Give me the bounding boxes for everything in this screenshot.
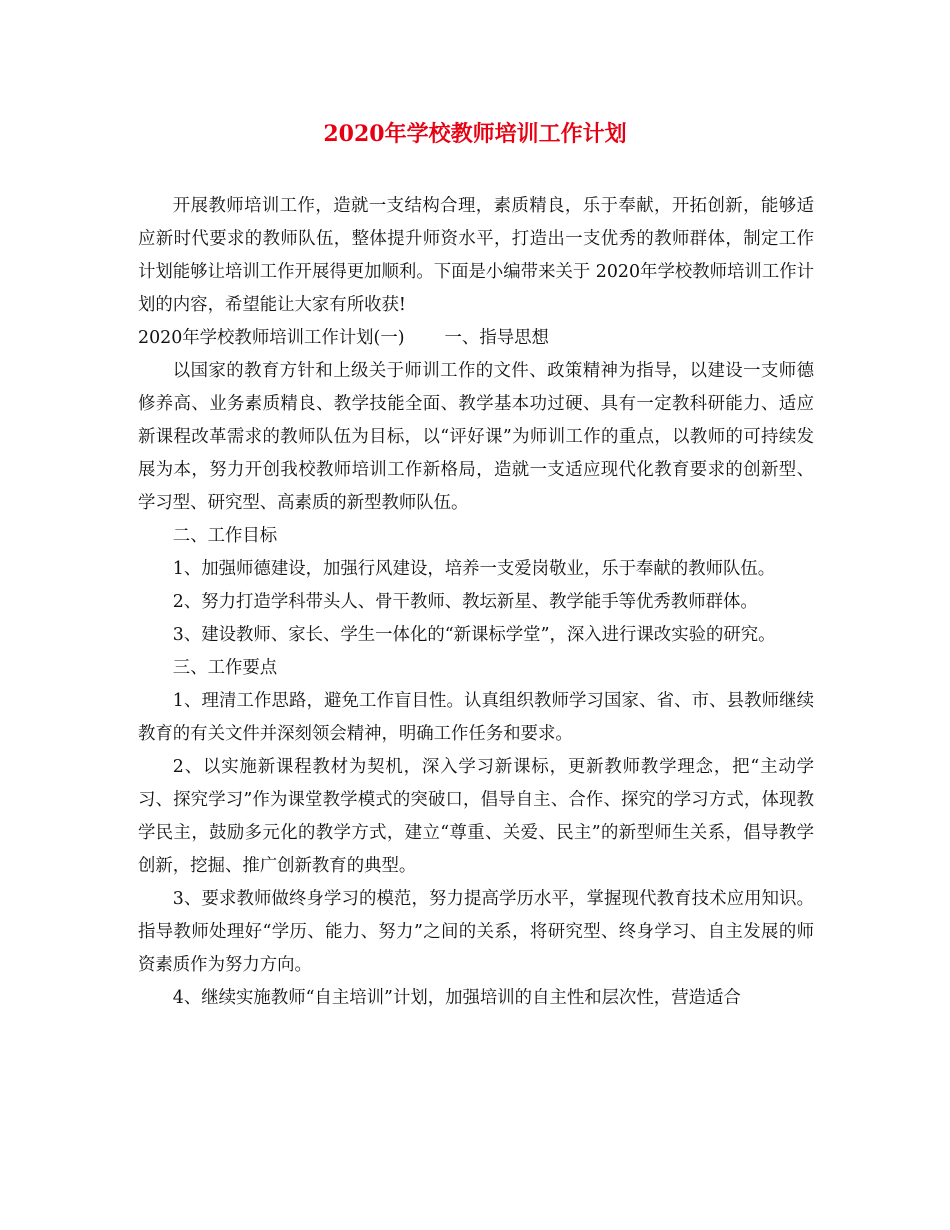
- document-body: [138, 190, 814, 1015]
- section3-item: 2、以实施新课程教材为契机，深入学习新课标，更新教师教学理念，把“主动学习、探究学习”作为课堂教学模式的突破口，倡导自主、合作、探究的学习方式，体现教学民主，鼓励多元化的教学方式，建立“尊重、关爱、民主”的新型师生关系，倡导教学创新，挖掘、推广创新教育的典型。: [138, 757, 814, 876]
- intro-paragraph: 开展教师培训工作，造就一支结构合理，素质精良，乐于奉献，开拓创新，能够适应新时代要求的教师队伍，整体提升师资水平，打造出一支优秀的教师群体，制定工作计划能够让培训工作开展得更加顺利。下面是小编带来关于 2020年学校教师培训工作计划的内容，希望能让大家有所收获!: [138, 196, 814, 315]
- section2-item: 1、加强师德建设，加强行风建设，培养一支爱岗敬业，乐于奉献的教师队伍。: [172, 559, 776, 579]
- document-title: 2020年学校教师培训工作计划: [323, 121, 627, 147]
- section2-heading: 二、工作目标: [172, 526, 278, 546]
- section3-item: 4、继续实施教师“自主培训”计划，加强培训的自主性和层次性，营造适合: [172, 988, 741, 1008]
- section1-heading: 一、指导思想: [444, 328, 549, 348]
- section1-paragraph: 以国家的教育方针和上级关于师训工作的文件、政策精神为指导，以建设一支师德修养高、业务素质精良、教学技能全面、教学基本功过硬、具有一定教科研能力、适应新课程改革需求的教师队伍为目标，以“评好课”为师训工作的重点，以教师的可持续发展为本，努力开创我校教师培训工作新格局，造就一支适应现代化教育要求的创新型、学习型、研究型、高素质的新型教师队伍。: [138, 361, 814, 513]
- section3-item: 3、要求教师做终身学习的模范，努力提高学历水平，掌握现代教育技术应用知识。指导教师处理好“学历、能力、努力”之间的关系，将研究型、终身学习、自主发展的师资素质作为努力方向。: [138, 889, 814, 975]
- part-heading-line: [138, 322, 814, 355]
- part-heading: 2020年学校教师培训工作计划(一): [138, 328, 405, 348]
- section2-item: 2、努力打造学科带头人、骨干教师、教坛新星、教学能手等优秀教师群体。: [172, 592, 758, 612]
- section3-heading: 三、工作要点: [172, 658, 278, 678]
- section3-item: 1、理清工作思路，避免工作盲目性。认真组织教师学习国家、省、市、县教师继续教育的有关文件并深刻领会精神，明确工作任务和要求。: [138, 691, 814, 744]
- section2-item: 3、建设教师、家长、学生一体化的“新课标学堂”，深入进行课改实验的研究。: [172, 625, 776, 645]
